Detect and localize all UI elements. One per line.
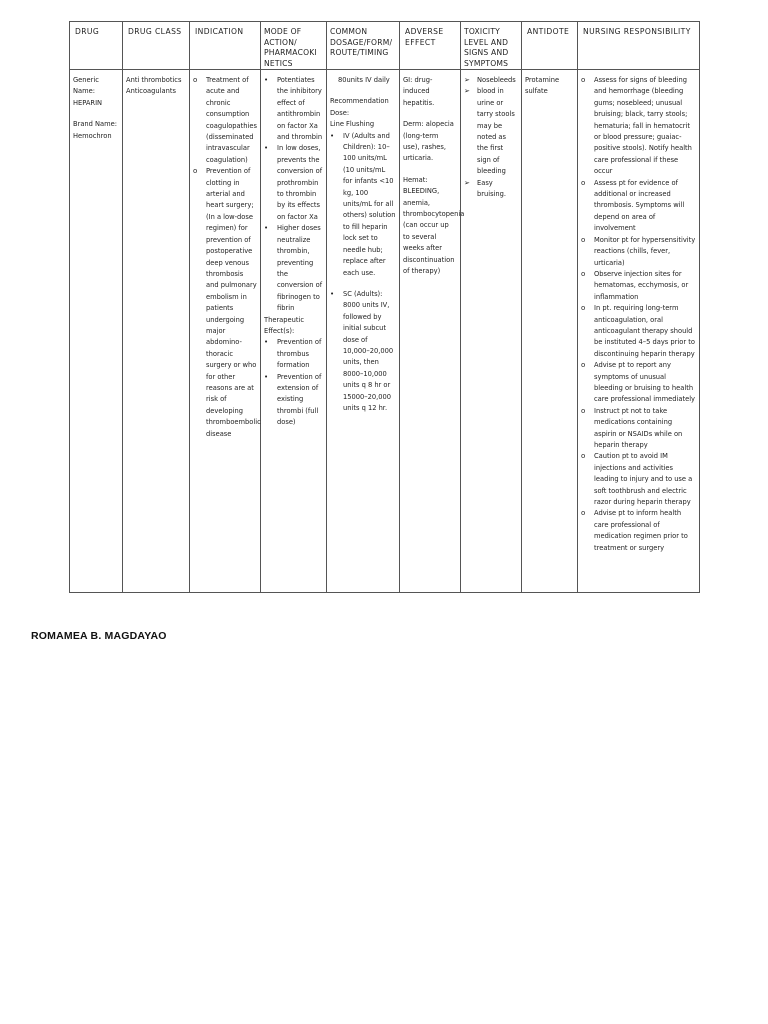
author-name: ROMAMEA B. MAGDAYAO bbox=[31, 630, 167, 642]
drug-card-table bbox=[69, 21, 700, 593]
header-drug-class: DRUG CLASS bbox=[123, 22, 190, 70]
header-toxicity: TOXICITY LEVEL AND SIGNS AND SYMPTOMS bbox=[461, 22, 522, 70]
adverse-hemat: Hemat: BLEEDING, anemia, thrombocytopenia (can occur up to several weeks after discontinuation of therapy) bbox=[403, 175, 465, 276]
drug-cell bbox=[70, 70, 123, 593]
brand-name: Brand Name: Hemochron bbox=[73, 120, 118, 140]
nursing-item: o In pt. requiring long-term anticoagulation, oral anticoagulant therapy should be instituted 4–5 days prior to discontinuing heparin therapy bbox=[581, 304, 695, 358]
drug-class-cell bbox=[123, 70, 190, 593]
dosage-cell bbox=[327, 70, 400, 593]
moa-item: • Prevention of extension of existing thrombi (full dose) bbox=[264, 372, 322, 427]
nursing-item: o Assess pt for evidence of additional or increased thrombosis. Symptoms will depend on area of involvement bbox=[581, 178, 685, 233]
circle-bullet-icon: o bbox=[581, 304, 586, 313]
dosage-daily: 80units IV daily bbox=[338, 76, 390, 84]
toxicity-cell bbox=[461, 70, 522, 593]
toxicity-item: ➢ blood in urine or tarry stools may be noted as the first sign of bleeding bbox=[464, 87, 515, 176]
therapeutic-effects-label: Therapeutic Effect(s): bbox=[264, 315, 305, 335]
circle-bullet-icon: o bbox=[193, 76, 198, 84]
circle-bullet-icon: o bbox=[581, 235, 586, 244]
recommendation-dose-label: Recommendation Dose: bbox=[330, 97, 389, 117]
adverse-derm: Derm: alopecia (long-term use), rashes, urticaria. bbox=[403, 120, 454, 163]
dot-bullet-icon: • bbox=[330, 289, 335, 298]
dot-bullet-icon: • bbox=[264, 224, 269, 233]
dot-bullet-icon: • bbox=[264, 372, 269, 381]
nursing-item: o Observe injection sites for hematomas, ecchymosis, or inflammation bbox=[581, 269, 689, 301]
dosage-item: • IV (Adults and Children): 10–100 units/mL (10 units/mL for infants <10 kg, 100 units/mL for all others) solution to fill heparin lock set to needle hub; replace after each use. bbox=[330, 131, 396, 277]
header-drug: DRUG bbox=[70, 22, 123, 70]
header-adverse-effect: ADVERSE EFFECT bbox=[400, 22, 461, 70]
dot-bullet-icon: • bbox=[264, 144, 269, 153]
nursing-item: o Advise pt to report any symptoms of unusual bleeding or bruising to health care professional immediately bbox=[581, 361, 696, 404]
nursing-item: o Advise pt to inform health care professional of medication regimen prior to treatment or surgery bbox=[581, 509, 688, 552]
circle-bullet-icon: o bbox=[581, 361, 586, 370]
arrow-bullet-icon: ➢ bbox=[464, 178, 470, 187]
header-indication: INDICATION bbox=[190, 22, 261, 70]
nursing-cell bbox=[578, 70, 700, 593]
nursing-item: o Caution pt to avoid IM injections and activities leading to injury and to use a soft toothbrush and electric razor during heparin therapy bbox=[581, 452, 693, 507]
generic-name: Generic Name: HEPARIN bbox=[73, 76, 103, 107]
header-row bbox=[70, 22, 700, 70]
toxicity-item: ➢ Nosebleeds bbox=[464, 75, 518, 86]
indication-cell bbox=[190, 70, 261, 593]
drug-class-item: Anti thrombotics bbox=[126, 76, 182, 84]
nursing-item: o Assess for signs of bleeding and hemorrhage (bleeding gums; nosebleed; unusual bruising; black, tarry stools; hematuria; fall in hematocrit or blood pressure; guaiac-positive stools). Notify health care professional if these occur bbox=[581, 76, 692, 176]
content-row bbox=[70, 70, 700, 593]
indication-item: o Treatment of acute and chronic consumption coagulopathies (disseminated intravascular coagulation) bbox=[193, 76, 257, 164]
antidote-value: Protamine sulfate bbox=[525, 76, 560, 96]
moa-item: • In low doses, prevents the conversion of prothrombin to thrombin by its effects on factor Xa bbox=[264, 144, 323, 221]
circle-bullet-icon: o bbox=[581, 452, 586, 461]
antidote-cell bbox=[522, 70, 578, 593]
dot-bullet-icon: • bbox=[264, 76, 269, 84]
adverse-effect-cell bbox=[400, 70, 465, 593]
header-mode-of-action: MODE OF ACTION/ PHARMACOKI NETICS bbox=[261, 22, 327, 70]
toxicity-item: ➢ Easy bruising. bbox=[464, 178, 507, 199]
circle-bullet-icon: o bbox=[581, 509, 586, 518]
arrow-bullet-icon: ➢ bbox=[464, 76, 470, 84]
nursing-item: o Monitor pt for hypersensitivity reactions (chills, fever, urticaria) bbox=[581, 235, 696, 267]
dot-bullet-icon: • bbox=[330, 131, 335, 140]
moa-item: • Prevention of thrombus formation bbox=[264, 338, 322, 370]
header-nursing: NURSING RESPONSIBILITY bbox=[578, 22, 700, 70]
circle-bullet-icon: o bbox=[193, 167, 198, 176]
drug-class-item: Anticoagulants bbox=[126, 87, 176, 96]
arrow-bullet-icon: ➢ bbox=[464, 87, 470, 96]
circle-bullet-icon: o bbox=[581, 406, 586, 415]
nursing-item: o Instruct pt not to take medications containing aspirin or NSAIDs while on heparin therapy bbox=[581, 406, 683, 449]
adverse-gi: GI: drug-induced hepatitis. bbox=[403, 76, 435, 107]
moa-item: • Higher doses neutralize thrombin, preventing the conversion of fibrinogen to fibrin bbox=[264, 224, 323, 313]
mode-of-action-cell bbox=[261, 70, 327, 593]
header-antidote: ANTIDOTE bbox=[522, 22, 578, 70]
circle-bullet-icon: o bbox=[581, 76, 586, 84]
circle-bullet-icon: o bbox=[581, 178, 586, 187]
moa-item: • Potentiates the inhibitory effect of antithrombin on factor Xa and thrombin bbox=[264, 76, 323, 142]
circle-bullet-icon: o bbox=[581, 269, 586, 278]
indication-item: o Prevention of clotting in arterial and heart surgery; (In a low-dose regimen) for prevention of postoperative deep venous thrombosis and pulmonary embolism in patients undergoing major abdomino-thoracic surgery or who for other reasons are at risk of developing thromboembolic disease bbox=[193, 167, 261, 438]
header-common-dosage: COMMON DOSAGE/FORM/ ROUTE/TIMING bbox=[327, 22, 400, 70]
line-flushing-label: Line Flushing bbox=[330, 120, 375, 129]
dot-bullet-icon: • bbox=[264, 338, 269, 347]
dosage-item: • SC (Adults): 8000 units IV, followed by initial subcut dose of 10,000–20,000 units, then 8000–10,000 units q 8 hr or 15000–20,000 units q 12 hr. bbox=[330, 289, 394, 412]
